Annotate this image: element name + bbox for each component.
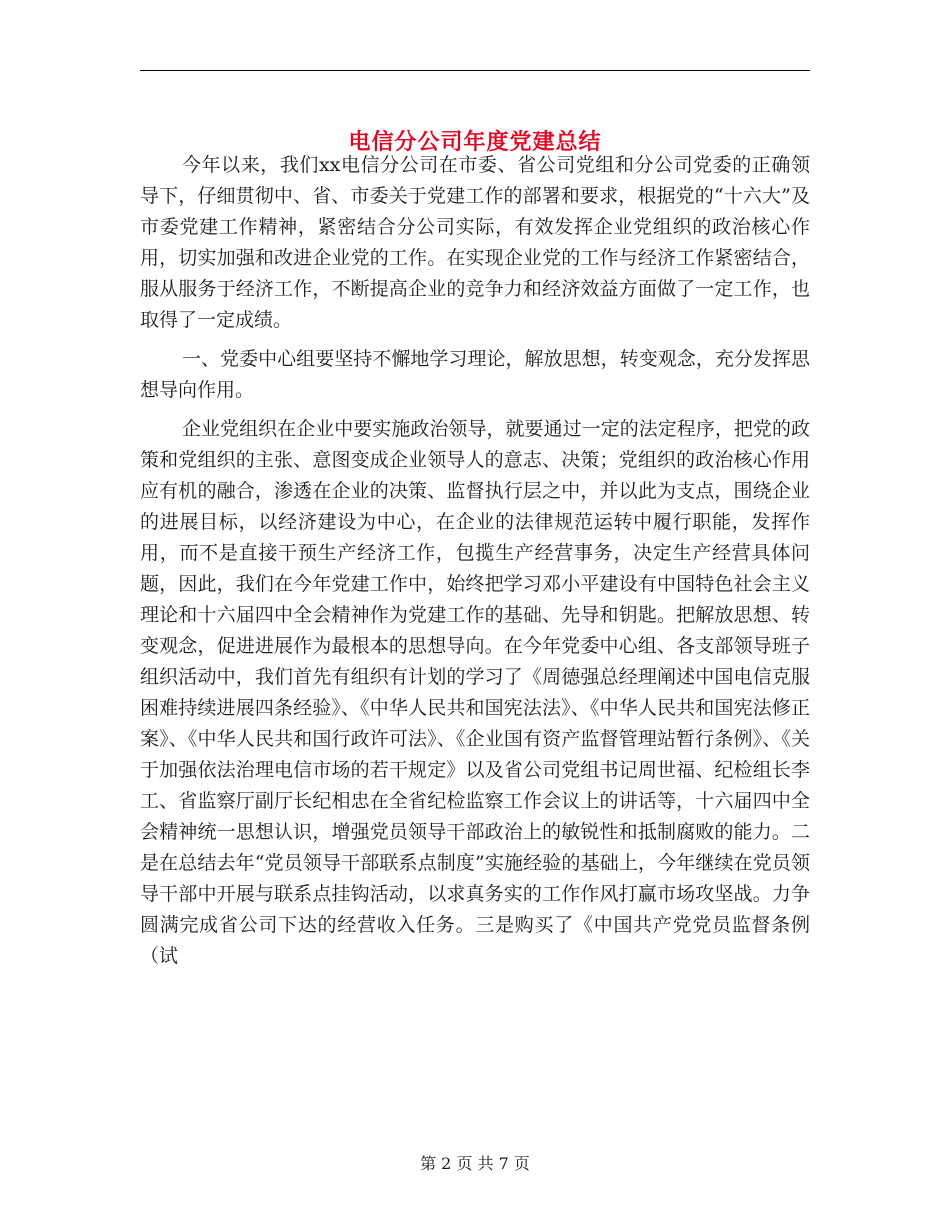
page-number: 第 2 页 共 7 页 (420, 1154, 530, 1173)
document-body (140, 150, 810, 980)
section-1-paragraph: 企业党组织在企业中要实施政治领导，就要通过一定的法定程序，把党的政策和党组织的主张、意图变成企业领导人的意志、决策；党组织的政治核心作用应有机的融合，渗透在企业的决策、监督执行层之中，并以此为支点，围绕企业的进展目标，以经济建设为中心，在企业的法律规范运转中履行职能，发挥作用，而不是直接干预生产经济工作，包揽生产经营事务，决定生产经营具体问题，因此，我们在今年党建工作中，始终把学习邓小平建设有中国特色社会主义理论和十六届四中全会精神作为党建工作的基础、先导和钥匙。把解放思想、转变观念，促进进展作为最根本的思想导向。在今年党委中心组、各支部领导班子组织活动中，我们首先有组织有计划的学习了《周德强总经理阐述中国电信克服困难持续进展四条经验》、《中华人民共和国宪法法》、《中华人民共和国宪法修正案》、《中华人民共和国行政许可法》、《企业国有资产监督管理站暂行条例》、《关于加强依法治理电信市场的若干规定》以及省公司党组书记周世福、纪检组长李工、省监察厅副厅长纪相忠在全省纪检监察工作会议上的讲话等，十六届四中全会精神统一思想认识，增强党员领导干部政治上的敏锐性和抵制腐败的能力。二是在总结去年“党员领导干部联系点制度”实施经验的基础上，今年继续在党员领导干部中开展与联系点挂钩活动，以求真务实的工作作风打赢市场攻坚战。力争圆满完成省公司下达的经营收入任务。三是购买了《中国共产党党员监督条例（试 (140, 418, 810, 967)
intro-paragraph: 今年以来，我们xx电信分公司在市委、省公司党组和分公司党委的正确领导下，仔细贯彻中、省、市委关于党建工作的部署和要求，根据党的“十六大”及市委党建工作精神，紧密结合分公司实际，有效发挥企业党组织的政治核心作用，切实加强和改进企业党的工作。在实现企业党的工作与经济工作紧密结合，服从服务于经济工作，不断提高企业的竞争力和经济效益方面做了一定工作，也取得了一定成绩。 (140, 154, 810, 331)
section-heading-1: 一、党委中心组要坚持不懈地学习理论，解放思想，转变观念，充分发挥思想导向作用。 (140, 348, 810, 401)
document-title: 电信分公司年度党建总结 (348, 128, 602, 155)
header-rule (140, 70, 810, 71)
